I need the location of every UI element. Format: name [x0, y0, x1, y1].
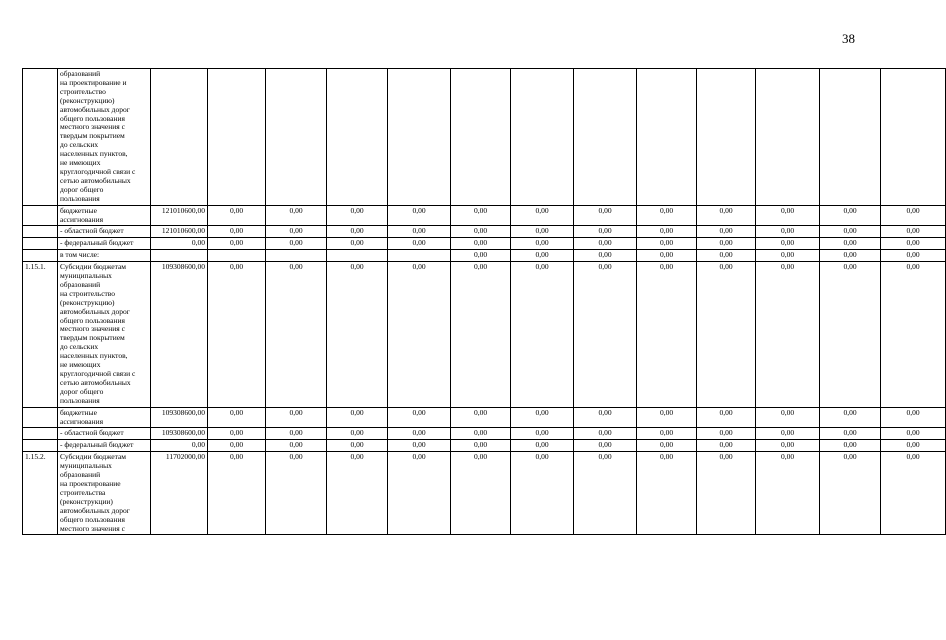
row-total: 0,00: [151, 440, 208, 452]
value-cell: 0,00: [266, 440, 327, 452]
value-cell: 0,00: [637, 250, 697, 262]
value-cell: 0,00: [208, 226, 266, 238]
value-cell: [881, 69, 946, 206]
value-cell: 0,00: [820, 440, 881, 452]
value-cell: 0,00: [451, 205, 511, 226]
row-total: 121010600,00: [151, 226, 208, 238]
value-cell: 0,00: [820, 262, 881, 408]
value-cell: 0,00: [574, 226, 637, 238]
value-cell: 0,00: [697, 205, 756, 226]
description-line: (реконструкции): [60, 496, 113, 506]
description-line: до сельских: [60, 140, 99, 150]
value-cell: 0,00: [756, 407, 820, 428]
value-cell: 0,00: [637, 238, 697, 250]
value-cell: 0,00: [451, 428, 511, 440]
description-line: образований: [60, 470, 101, 480]
value-cell: 0,00: [574, 440, 637, 452]
value-cell: 0,00: [756, 205, 820, 226]
value-cell: [574, 69, 637, 206]
value-cell: 0,00: [327, 452, 388, 535]
description-line: населенных пунктов,: [60, 351, 128, 361]
description-line: пользования: [60, 193, 100, 203]
value-cell: 0,00: [266, 428, 327, 440]
row-code: [23, 250, 58, 262]
value-cell: 0,00: [511, 226, 574, 238]
value-cell: [756, 69, 820, 206]
description-line: круглогодичной связи с: [60, 369, 136, 378]
value-cell: 0,00: [697, 250, 756, 262]
table-row: [23, 250, 946, 262]
description-line: в том числе:: [60, 250, 100, 260]
value-cell: 0,00: [266, 452, 327, 535]
value-cell: 0,00: [820, 407, 881, 428]
value-cell: 0,00: [266, 226, 327, 238]
value-cell: [327, 250, 388, 262]
value-cell: 0,00: [881, 428, 946, 440]
value-cell: 0,00: [266, 262, 327, 408]
table-row: [23, 205, 946, 226]
description-line: Субсидии бюджетам: [60, 452, 127, 462]
page-number: 38: [842, 31, 855, 46]
value-cell: 0,00: [208, 238, 266, 250]
value-cell: 0,00: [881, 226, 946, 238]
row-description: [58, 452, 151, 535]
value-cell: [697, 69, 756, 206]
description-line: сетью автомобильных: [60, 175, 131, 185]
description-line: на строительство: [60, 288, 116, 298]
value-cell: 0,00: [451, 407, 511, 428]
value-cell: 0,00: [756, 428, 820, 440]
value-cell: 0,00: [511, 440, 574, 452]
value-cell: 0,00: [881, 238, 946, 250]
description-line: пользования: [60, 395, 100, 405]
description-line: бюджетные: [60, 407, 97, 417]
value-cell: 0,00: [637, 262, 697, 408]
description-line: до сельских: [60, 342, 99, 352]
table-row: [23, 407, 946, 428]
row-total: 109308600,00: [151, 262, 208, 408]
description-line: автомобильных дорог: [60, 306, 130, 316]
table-row: [23, 428, 946, 440]
table-row: [23, 69, 946, 206]
table-row: [23, 262, 946, 408]
value-cell: [820, 69, 881, 206]
value-cell: 0,00: [697, 428, 756, 440]
value-cell: 0,00: [820, 250, 881, 262]
description-line: строительство: [60, 86, 106, 96]
value-cell: 0,00: [756, 440, 820, 452]
description-line: ассигнования: [60, 214, 104, 224]
value-cell: 0,00: [208, 205, 266, 226]
row-description: [58, 250, 151, 262]
row-description: [58, 428, 151, 440]
value-cell: 0,00: [511, 205, 574, 226]
description-line: общего пользования: [60, 315, 125, 325]
description-line: местного значения с: [60, 324, 125, 334]
value-cell: 0,00: [511, 250, 574, 262]
value-cell: 0,00: [756, 226, 820, 238]
value-cell: 0,00: [388, 440, 451, 452]
description-line: бюджетные: [60, 205, 97, 215]
description-line: (реконструкцию): [60, 95, 115, 105]
value-cell: 0,00: [511, 238, 574, 250]
table-row: [23, 440, 946, 452]
value-cell: 0,00: [451, 238, 511, 250]
description-line: муниципальных: [60, 271, 112, 281]
value-cell: 0,00: [388, 452, 451, 535]
value-cell: 0,00: [697, 226, 756, 238]
description-line: сетью автомобильных: [60, 377, 131, 387]
value-cell: 0,00: [574, 250, 637, 262]
value-cell: 0,00: [756, 238, 820, 250]
description-line: не имеющих: [60, 360, 101, 370]
value-cell: 0,00: [881, 205, 946, 226]
value-cell: 0,00: [756, 262, 820, 408]
value-cell: 0,00: [637, 428, 697, 440]
description-line: автомобильных дорог: [60, 104, 130, 114]
description-line: - областной бюджет: [60, 226, 124, 236]
value-cell: 0,00: [511, 452, 574, 535]
value-cell: 0,00: [881, 262, 946, 408]
value-cell: 0,00: [266, 205, 327, 226]
row-code: [23, 238, 58, 250]
value-cell: [388, 69, 451, 206]
value-cell: 0,00: [388, 407, 451, 428]
value-cell: 0,00: [637, 407, 697, 428]
value-cell: 0,00: [327, 407, 388, 428]
value-cell: 0,00: [637, 226, 697, 238]
row-code: [23, 428, 58, 440]
value-cell: 0,00: [451, 226, 511, 238]
description-line: (реконструкцию): [60, 297, 115, 307]
table-row: [23, 452, 946, 535]
row-code: [23, 440, 58, 452]
row-description: [58, 407, 151, 428]
description-line: на проектирование и: [60, 77, 127, 87]
table-body: [23, 69, 946, 535]
description-line: твердым покрытием: [60, 333, 125, 343]
row-description: [58, 262, 151, 408]
value-cell: [637, 69, 697, 206]
value-cell: 0,00: [327, 428, 388, 440]
value-cell: 0,00: [574, 452, 637, 535]
budget-table: [22, 68, 946, 535]
value-cell: 0,00: [511, 428, 574, 440]
description-line: образований: [60, 279, 101, 289]
description-line: Субсидии бюджетам: [60, 262, 127, 272]
value-cell: 0,00: [697, 262, 756, 408]
description-line: не имеющих: [60, 158, 101, 168]
row-code: 1.15.1.: [23, 262, 58, 408]
value-cell: 0,00: [208, 452, 266, 535]
row-code: [23, 407, 58, 428]
row-description: [58, 205, 151, 226]
row-total: [151, 250, 208, 262]
value-cell: 0,00: [574, 205, 637, 226]
row-total: 11702000,00: [151, 452, 208, 535]
value-cell: 0,00: [208, 407, 266, 428]
description-line: дорог общего: [60, 184, 104, 194]
value-cell: 0,00: [388, 428, 451, 440]
row-description: [58, 226, 151, 238]
value-cell: [451, 69, 511, 206]
value-cell: 0,00: [697, 452, 756, 535]
value-cell: 0,00: [208, 262, 266, 408]
row-description: [58, 69, 151, 206]
value-cell: 0,00: [820, 238, 881, 250]
row-total: 109308600,00: [151, 407, 208, 428]
value-cell: 0,00: [388, 226, 451, 238]
description-line: строительства: [60, 487, 106, 497]
value-cell: 0,00: [820, 205, 881, 226]
description-line: муниципальных: [60, 461, 112, 471]
description-line: - федеральный бюджет: [60, 238, 134, 248]
value-cell: 0,00: [327, 440, 388, 452]
description-line: - областной бюджет: [60, 428, 124, 438]
value-cell: 0,00: [327, 226, 388, 238]
value-cell: 0,00: [881, 440, 946, 452]
value-cell: [266, 69, 327, 206]
value-cell: 0,00: [451, 250, 511, 262]
value-cell: 0,00: [266, 238, 327, 250]
value-cell: [208, 69, 266, 206]
row-total: 121010600,00: [151, 205, 208, 226]
value-cell: 0,00: [637, 205, 697, 226]
value-cell: [388, 250, 451, 262]
value-cell: 0,00: [756, 452, 820, 535]
description-line: местного значения с: [60, 523, 125, 533]
description-line: общего пользования: [60, 514, 125, 524]
value-cell: 0,00: [881, 250, 946, 262]
value-cell: 0,00: [388, 205, 451, 226]
table-row: [23, 238, 946, 250]
description-line: ассигнования: [60, 416, 104, 426]
row-total: 0,00: [151, 238, 208, 250]
value-cell: 0,00: [388, 262, 451, 408]
value-cell: 0,00: [208, 428, 266, 440]
value-cell: 0,00: [451, 262, 511, 408]
value-cell: 0,00: [451, 440, 511, 452]
value-cell: 0,00: [756, 250, 820, 262]
value-cell: 0,00: [881, 407, 946, 428]
value-cell: 0,00: [511, 407, 574, 428]
value-cell: 0,00: [637, 452, 697, 535]
value-cell: 0,00: [327, 238, 388, 250]
value-cell: 0,00: [697, 238, 756, 250]
value-cell: 0,00: [820, 428, 881, 440]
value-cell: 0,00: [266, 407, 327, 428]
description-line: образований: [60, 69, 101, 78]
row-total: 109308600,00: [151, 428, 208, 440]
description-line: круглогодичной связи с: [60, 166, 136, 176]
value-cell: [511, 69, 574, 206]
value-cell: 0,00: [574, 428, 637, 440]
description-line: общего пользования: [60, 113, 125, 123]
value-cell: 0,00: [327, 262, 388, 408]
row-description: [58, 238, 151, 250]
value-cell: 0,00: [327, 205, 388, 226]
description-line: автомобильных дорог: [60, 505, 130, 515]
description-line: на проектирование: [60, 478, 121, 488]
value-cell: [266, 250, 327, 262]
value-cell: [208, 250, 266, 262]
value-cell: [327, 69, 388, 206]
value-cell: 0,00: [451, 452, 511, 535]
description-line: населенных пунктов,: [60, 149, 128, 159]
row-total: [151, 69, 208, 206]
value-cell: 0,00: [820, 226, 881, 238]
row-code: [23, 205, 58, 226]
value-cell: 0,00: [697, 440, 756, 452]
value-cell: 0,00: [208, 440, 266, 452]
table-row: [23, 226, 946, 238]
description-line: твердым покрытием: [60, 131, 125, 141]
value-cell: 0,00: [697, 407, 756, 428]
description-line: - федеральный бюджет: [60, 440, 134, 450]
value-cell: 0,00: [574, 407, 637, 428]
row-code: [23, 226, 58, 238]
value-cell: 0,00: [388, 238, 451, 250]
row-code: 1.15.2.: [23, 452, 58, 535]
row-code: [23, 69, 58, 206]
value-cell: 0,00: [511, 262, 574, 408]
row-description: [58, 440, 151, 452]
description-line: местного значения с: [60, 122, 125, 132]
value-cell: 0,00: [881, 452, 946, 535]
value-cell: 0,00: [574, 262, 637, 408]
value-cell: 0,00: [574, 238, 637, 250]
value-cell: 0,00: [820, 452, 881, 535]
description-line: дорог общего: [60, 386, 104, 396]
value-cell: 0,00: [637, 440, 697, 452]
